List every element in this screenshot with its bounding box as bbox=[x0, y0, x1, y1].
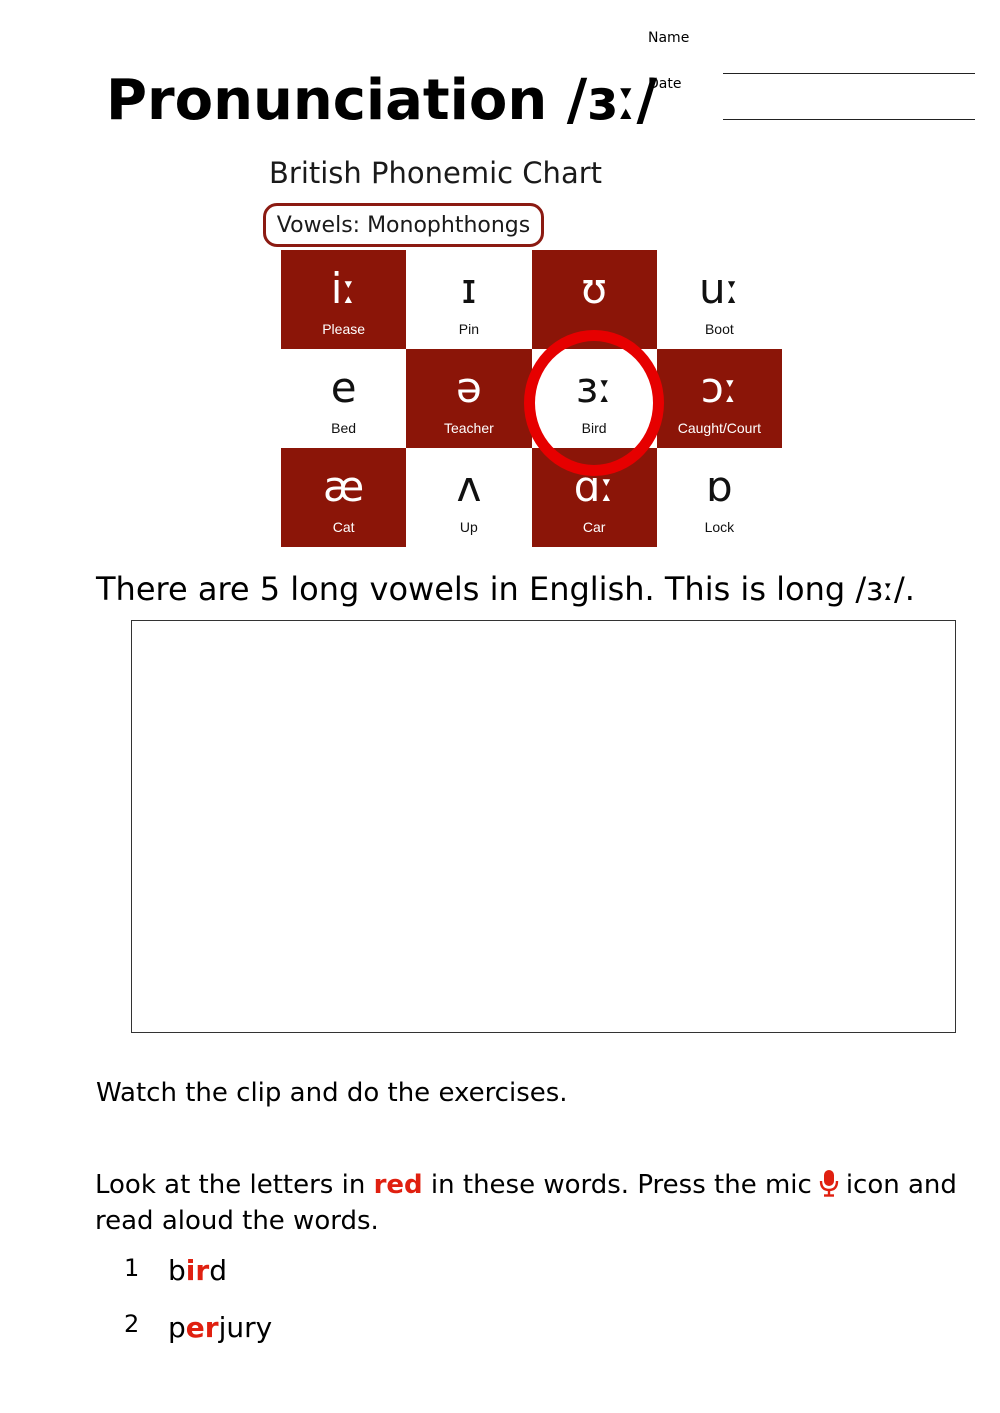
look-prefix: Look at the letters in bbox=[95, 1170, 366, 1200]
watch-instruction: Watch the clip and do the exercises. bbox=[96, 1078, 568, 1108]
vowel-example: Teacher bbox=[443, 420, 494, 436]
word-post: d bbox=[209, 1254, 227, 1287]
vowel-symbol: ə bbox=[455, 363, 482, 412]
look-instruction-line2: read aloud the words. bbox=[95, 1206, 379, 1236]
vowel-example: Pin bbox=[458, 321, 479, 337]
vowel-symbol: ɪ bbox=[461, 264, 477, 313]
vowel-cell bbox=[281, 448, 406, 547]
word-highlight: er bbox=[185, 1311, 219, 1344]
microphone-icon[interactable] bbox=[818, 1169, 840, 1197]
name-label: Name bbox=[648, 30, 690, 46]
look-red-word: red bbox=[373, 1170, 423, 1200]
vowel-symbol: ʊ bbox=[581, 264, 608, 313]
word-highlight: ir bbox=[185, 1254, 210, 1287]
word-item[interactable] bbox=[168, 1311, 272, 1344]
vowel-example: Lock bbox=[704, 519, 735, 535]
vowel-cell bbox=[657, 250, 782, 349]
date-field-line[interactable] bbox=[723, 119, 975, 120]
vowel-symbol: e bbox=[330, 363, 357, 412]
word-pre: p bbox=[168, 1311, 186, 1344]
look-instruction bbox=[95, 1169, 957, 1200]
word-number: 2 bbox=[124, 1310, 140, 1338]
video-player[interactable] bbox=[131, 620, 956, 1033]
vowel-example: Bed bbox=[331, 420, 357, 436]
vowel-symbol: ʌ bbox=[456, 462, 482, 511]
date-label: Date bbox=[648, 76, 682, 92]
vowel-cell bbox=[657, 349, 782, 448]
vowel-symbol: ɔː bbox=[700, 363, 738, 412]
vowel-example: Cat bbox=[332, 519, 355, 535]
word-post: jury bbox=[218, 1311, 273, 1344]
vowel-example: Boot bbox=[704, 321, 734, 337]
chart-subtitle: Vowels: Monophthongs bbox=[276, 212, 531, 238]
highlight-circle bbox=[524, 330, 664, 476]
vowel-symbol: æ bbox=[323, 462, 365, 511]
vowel-example: Please bbox=[322, 321, 366, 337]
vowel-cell bbox=[406, 448, 531, 547]
look-suffix: icon and bbox=[845, 1170, 957, 1200]
vowel-example: Bird bbox=[581, 420, 607, 436]
vowel-symbol: ɜː bbox=[575, 363, 613, 412]
vowel-symbol: uː bbox=[698, 264, 740, 313]
word-number: 1 bbox=[124, 1254, 140, 1282]
intro-text: There are 5 long vowels in English. This is long /ɜː/. bbox=[96, 570, 915, 608]
vowel-cell bbox=[406, 250, 531, 349]
page-title: Pronunciation /ɜː/ bbox=[106, 68, 658, 133]
name-field-line[interactable] bbox=[723, 73, 975, 74]
vowel-cell bbox=[281, 250, 406, 349]
vowel-cell bbox=[281, 349, 406, 448]
word-pre: b bbox=[168, 1254, 186, 1287]
chart-subtitle-pill bbox=[263, 203, 544, 247]
vowel-example: Up bbox=[459, 519, 478, 535]
vowel-example: Car bbox=[582, 519, 606, 535]
vowel-cell bbox=[406, 349, 531, 448]
word-item[interactable] bbox=[168, 1254, 227, 1287]
vowel-symbol: iː bbox=[330, 264, 357, 313]
look-middle: in these words. Press the mic bbox=[430, 1170, 812, 1200]
vowel-cell bbox=[657, 448, 782, 547]
vowel-symbol: ɑː bbox=[573, 462, 615, 511]
vowel-symbol: ɒ bbox=[706, 462, 733, 511]
vowel-example: Caught/Court bbox=[677, 420, 762, 436]
chart-title: British Phonemic Chart bbox=[269, 156, 603, 190]
